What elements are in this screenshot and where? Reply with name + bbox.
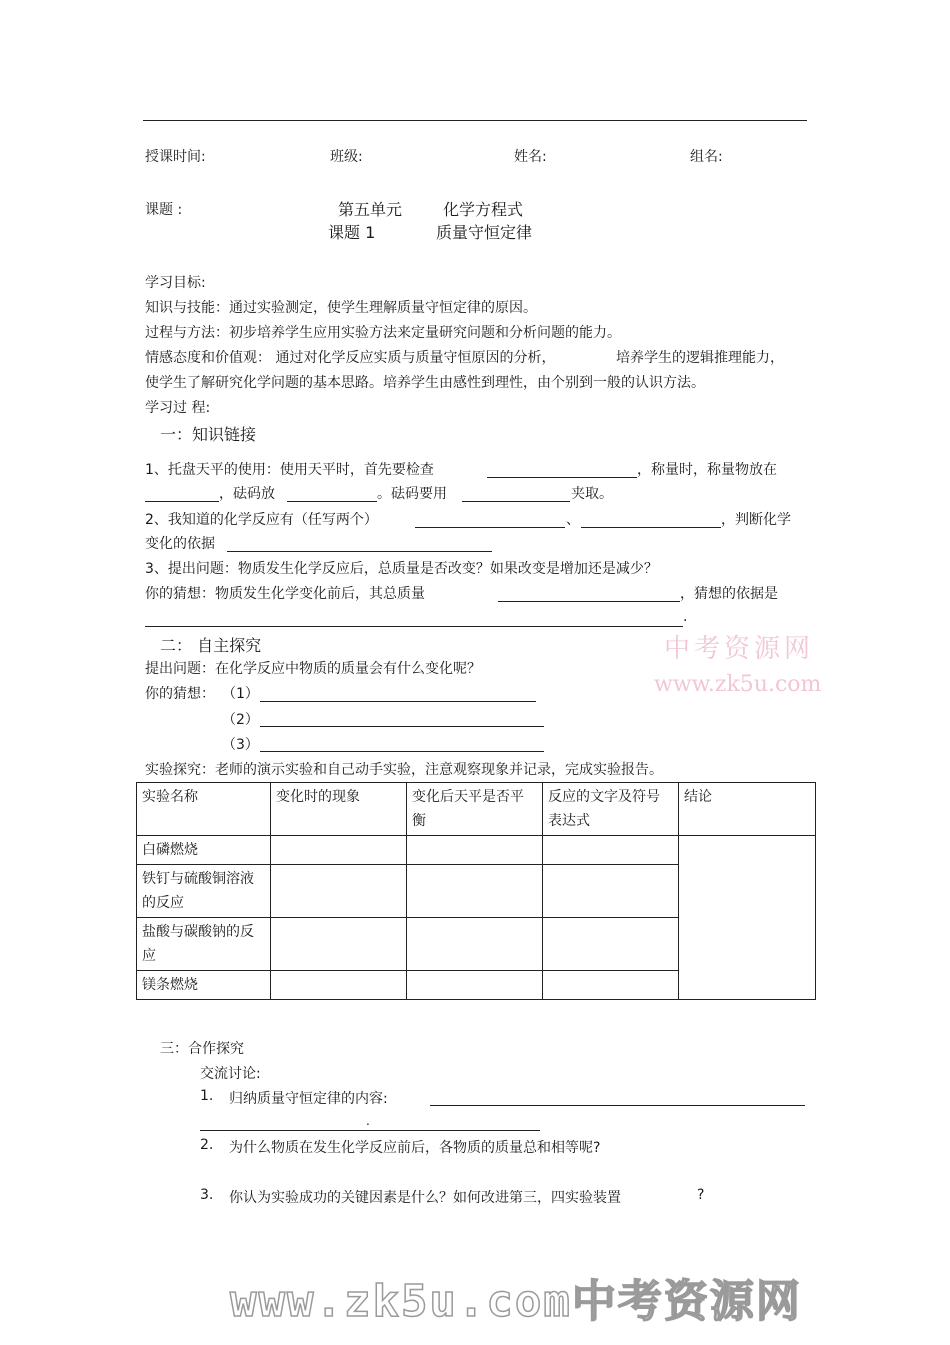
q3-text: 3、提出问题：物质发生化学反应后，总质量是否改变？如果改变是增加还是减少？ (145, 561, 658, 577)
cell-expression[interactable] (543, 971, 679, 1000)
process-heading: 学习过 程: (145, 400, 211, 416)
header-rule (143, 120, 807, 121)
lesson-title: 质量守恒定律 (436, 223, 533, 242)
q1-text-e: 夹取。 (571, 486, 613, 502)
item1-blank-1[interactable] (430, 1105, 805, 1106)
experiment-intro: 实验探究：老师的演示实验和自己动手实验，注意观察现象并记录，完成实验报告。 (145, 762, 663, 778)
watermark-small-url: www.zk5u.com (654, 672, 822, 697)
guess-end-dot: . (683, 609, 688, 625)
item3-end-mark: ? (697, 1187, 705, 1203)
item3-text: 你认为实验成功的关键因素是什么？如何改进第三，四实验装置 (229, 1190, 621, 1206)
item2-text: 为什么物质在发生化学反应前后，各物质的质量总和相等呢? (229, 1140, 601, 1156)
section1-title: 一：知识链接 (160, 425, 257, 444)
guess-num-2: （2） (222, 712, 259, 728)
header-expression: 反应的文字及符号表达式 (543, 783, 679, 836)
objective-emotion-b: 培养学生的逻辑推理能力， (616, 350, 784, 366)
watermark-footer: www.zk5u.com中考资源网 (230, 1276, 802, 1327)
item1-end-dot: . (366, 1114, 370, 1128)
item1-text: 归纳质量守恒定律的内容: (229, 1091, 388, 1107)
topic-label: 课题 : (145, 202, 183, 218)
discussion-label: 交流讨论: (200, 1066, 261, 1082)
q2-text-a: 2、我知道的化学反应有（任写两个） (145, 512, 378, 528)
cell-expression[interactable] (543, 865, 679, 918)
cell-expression[interactable] (543, 918, 679, 971)
name-label: 姓名: (514, 149, 547, 165)
cell-phenomenon[interactable] (271, 836, 407, 865)
cell-balance[interactable] (407, 971, 543, 1000)
row-name: 镁条燃烧 (137, 971, 271, 1000)
q2-text-c: 变化的依据 (145, 536, 215, 552)
cell-balance[interactable] (407, 865, 543, 918)
q1-text-a: 1、托盘天平的使用：使用天平时，首先要检查 (145, 462, 434, 478)
objectives-heading: 学习目标: (145, 275, 206, 291)
table-header-row (137, 783, 816, 836)
unit-title: 化学方程式 (443, 200, 524, 219)
group-label: 组名: (690, 149, 723, 165)
objective-emotion-a: 情感态度和价值观： 通过对化学反应实质与质量守恒原因的分析， (145, 350, 556, 366)
q2-separator: 、 (566, 512, 580, 528)
q2-blank-3[interactable] (227, 551, 492, 552)
guess-num-1: （1） (222, 686, 259, 702)
q2-text-b: ，判断化学 (721, 512, 791, 528)
q1-text-c: ，砝码放 (219, 486, 275, 502)
cell-phenomenon[interactable] (271, 865, 407, 918)
header-phenomenon: 变化时的现象 (271, 783, 407, 836)
q2-blank-1[interactable] (415, 527, 565, 528)
objective-process: 过程与方法：初步培养学生应用实验方法来定量研究问题和分析问题的能力。 (145, 325, 621, 341)
section3-title: 三：合作探究 (160, 1041, 244, 1057)
q2-blank-2[interactable] (581, 527, 721, 528)
q1-blank-2[interactable] (145, 501, 219, 502)
unit-number: 第五单元 (338, 200, 403, 219)
guess-line-1[interactable] (260, 701, 536, 702)
header-balance: 变化后天平是否平衡 (407, 783, 543, 836)
q1-text-b: ，称量时，称量物放在 (637, 462, 777, 478)
objective-knowledge: 知识与技能：通过实验测定，使学生理解质量守恒定律的原因。 (145, 300, 537, 316)
table-row (137, 836, 816, 865)
q1-text-d: 。砝码要用 (377, 486, 447, 502)
item3-number: 3. (200, 1187, 214, 1203)
item1-number: 1. (200, 1088, 214, 1104)
guess-text-b: ，猜想的依据是 (680, 586, 778, 602)
guess-blank-2[interactable] (145, 626, 683, 627)
row-name: 盐酸与碳酸钠的反应 (137, 918, 271, 971)
experiment-table (136, 782, 816, 1000)
item2-number: 2. (200, 1137, 214, 1153)
watermark-small-cn: 中考资源网 (664, 634, 815, 664)
q1-blank-4[interactable] (462, 501, 570, 502)
guess-text-a: 你的猜想：物质发生化学变化前后，其总质量 (145, 586, 425, 602)
header-experiment-name: 实验名称 (137, 783, 271, 836)
cell-phenomenon[interactable] (271, 918, 407, 971)
lesson-number: 课题 1 (328, 223, 376, 242)
section2-question: 提出问题：在化学反应中物质的质量会有什么变化呢？ (145, 661, 481, 677)
q1-blank-3[interactable] (287, 501, 377, 502)
cell-balance[interactable] (407, 918, 543, 971)
row-name: 白磷燃烧 (137, 836, 271, 865)
q1-blank-1[interactable] (487, 477, 637, 478)
guess-label: 你的猜想： (145, 686, 215, 702)
guess-line-2[interactable] (260, 726, 544, 727)
cell-phenomenon[interactable] (271, 971, 407, 1000)
cell-conclusion[interactable] (679, 836, 816, 1000)
section2-title: 二： 自主探究 (160, 636, 262, 655)
cell-expression[interactable] (543, 836, 679, 865)
guess-line-3[interactable] (260, 751, 544, 752)
row-name: 铁钉与硫酸铜溶液的反应 (137, 865, 271, 918)
guess-num-3: （3） (222, 737, 259, 753)
guess-blank-1[interactable] (498, 601, 680, 602)
item1-blank-2[interactable] (200, 1130, 540, 1131)
objective-emotion-c: 使学生了解研究化学问题的基本思路。培养学生由感性到理性，由个别到一般的认识方法。 (145, 375, 705, 391)
class-label: 班级: (330, 149, 363, 165)
header-conclusion: 结论 (679, 783, 816, 836)
cell-balance[interactable] (407, 836, 543, 865)
time-label: 授课时间: (145, 149, 206, 165)
